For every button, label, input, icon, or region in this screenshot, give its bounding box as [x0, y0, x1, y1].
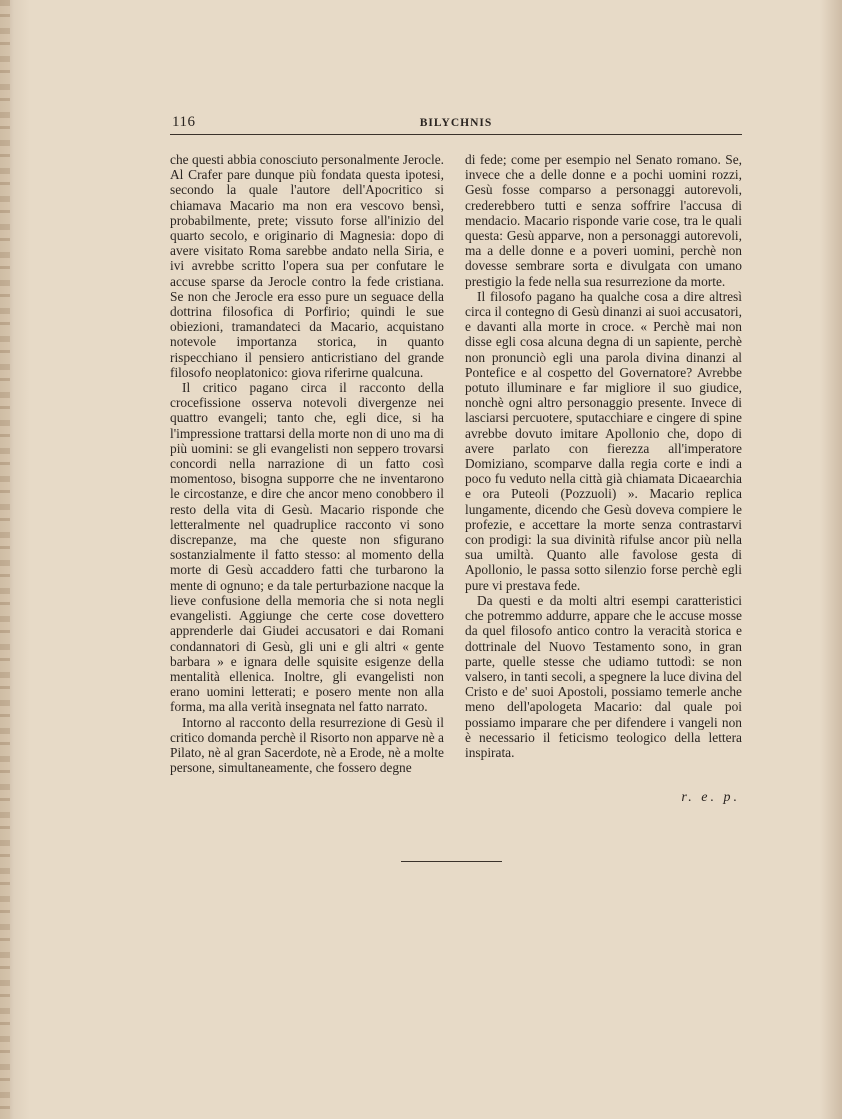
end-rule: [401, 861, 502, 862]
left-column: [170, 152, 444, 775]
author-initials: r. e. p.: [681, 790, 740, 805]
paragraph: di fede; come per esempio nel Senato romano. Se, invece che a delle donne e a pochi uomini rozzi, Gesù fosse comparso a personaggi autorevoli, crederebbero tutti e senza soffrire l'accusa di mendacio. Macario risponde varie cose, tra le quali questa: Gesù apparve, non a personaggi autorevoli, ma a delle donne e a poveri uomini, perchè non dovesse sembrare sorta e divulgata con umano prestigio la fede nella sua resurrezione da morte.: [465, 152, 742, 289]
running-title: BILYCHNIS: [419, 117, 493, 129]
right-column: [465, 152, 742, 760]
paragraph: Intorno al racconto della resurrezione di Gesù il critico domanda perchè il Risorto non apparve nè a Pilato, nè al gran Sacerdote, nè a Erode, nè a molte persone, simultaneamente, che fossero degne: [170, 714, 444, 776]
page-left-edge: [0, 0, 10, 1119]
page-number: 116: [172, 114, 196, 130]
page-header: [170, 108, 742, 135]
paragraph: che questi abbia conosciuto personalmente Jerocle. Al Crafer pare dunque più fondata questa ipotesi, secondo la quale l'autore dell'Apocritico si chiamava Macario ma non era vescovo bensì, probabilmente, prete; vissuto forse all'inizio del quarto secolo, e originario di Magnesia: dopo di avere visitato Roma sarebbe andato nella Siria, e ivi avrebbe scritto l'opera sua per confutare le accuse sparse da Jerocle contro la fede cristiana. Se non che Jerocle era esso pure un seguace della dottrina filosofica di Porfirio; quindi le sue obiezioni, tramandateci da Macario, acquistano notevole importanza storica, in quanto rispecchiano il pensiero anticristiano del grande filosofo neoplatonico: giova riferirne qualcuna.: [170, 152, 444, 380]
paragraph: Il critico pagano circa il racconto della crocefissione osserva notevoli divergenze nei quattro evangeli; tanto che, egli dice, si ha l'impressione trattarsi della morte non di uno ma di più uomini: se gli evangelisti non seppero trovarsi concordi nella narrazione di un fatto così momentoso, bisogna supporre che ne inventarono le circostanze, e dire che ancor meno conobbero il resto della vita di Gesù. Macario risponde che letteralmente nel quadruplice racconto vi sono discrepanze, ma che queste non sfigurano sostanzialmente il fatto stesso: al momento della morte di Gesù accaddero fatti che turbarono la mente di ognuno; e da tale perturbazione nacque la lieve confusione della memoria che si nota negli evangelisti. Aggiunge che certe cose dovettero apprenderle dai Giudei accusatori e dai Romani condannatori di Gesù, gli uni e gli altri « gente barbara » e ignara delle squisite esigenze della mentalità ellenica. Inoltre, gli evangelisti non erano uomini letterati; e posero mente non alla forma, ma alla verità insegnata nel fatto narrato.: [170, 380, 444, 715]
paragraph: Il filosofo pagano ha qualche cosa a dire altresì circa il contegno di Gesù dinanzi ai suoi accusatori, e davanti alla morte in croce. « Perchè mai non disse egli cosa alcuna degna di un sapiente, perchè non pronunciò egli una parola divina dinanzi al Pontefice e al cospetto del Governatore? Avrebbe potuto illuminare e far migliore il suo giudice, nonchè ogni altro personaggio presente. Invece di lasciarsi percuotere, sputacchiare e cingere di spine avrebbe dovuto imitare Apollonio che, dopo di avere parlato con fierezza all'imperatore Domiziano, scomparve dalla regia corte e indi a poco fu veduto nella città già chiamata Dicaearchia e ora Puteoli (Pozzuoli) ». Macario replica lungamente, dicendo che Gesù doveva compiere le profezie, e accettare la morte senza contrastarvi con prodigi: la sua divinità rifulse ancor più nella sua umiltà. Quanto alle favolose gesta di Apollonio, le passa sotto silenzio forse perchè egli pure vi prestava fede.: [465, 288, 742, 593]
paragraph: Da questi e da molti altri esempi caratteristici che potremmo addurre, appare che le accuse mosse da quel filosofo antico contro la veracità storica e dottrinale del Nuovo Testamento sono, in gran parte, quelle stesse che udiamo tuttodì: se non valsero, in tanti secoli, a spegnere la luce divina del Cristo e de' suoi Apostoli, possiamo temerle anche meno dell'apologeta Macario: dal quale poi possiamo imparare che per difendere i vangeli non è necessario il feticismo teologico della lettera inspirata.: [465, 592, 742, 760]
